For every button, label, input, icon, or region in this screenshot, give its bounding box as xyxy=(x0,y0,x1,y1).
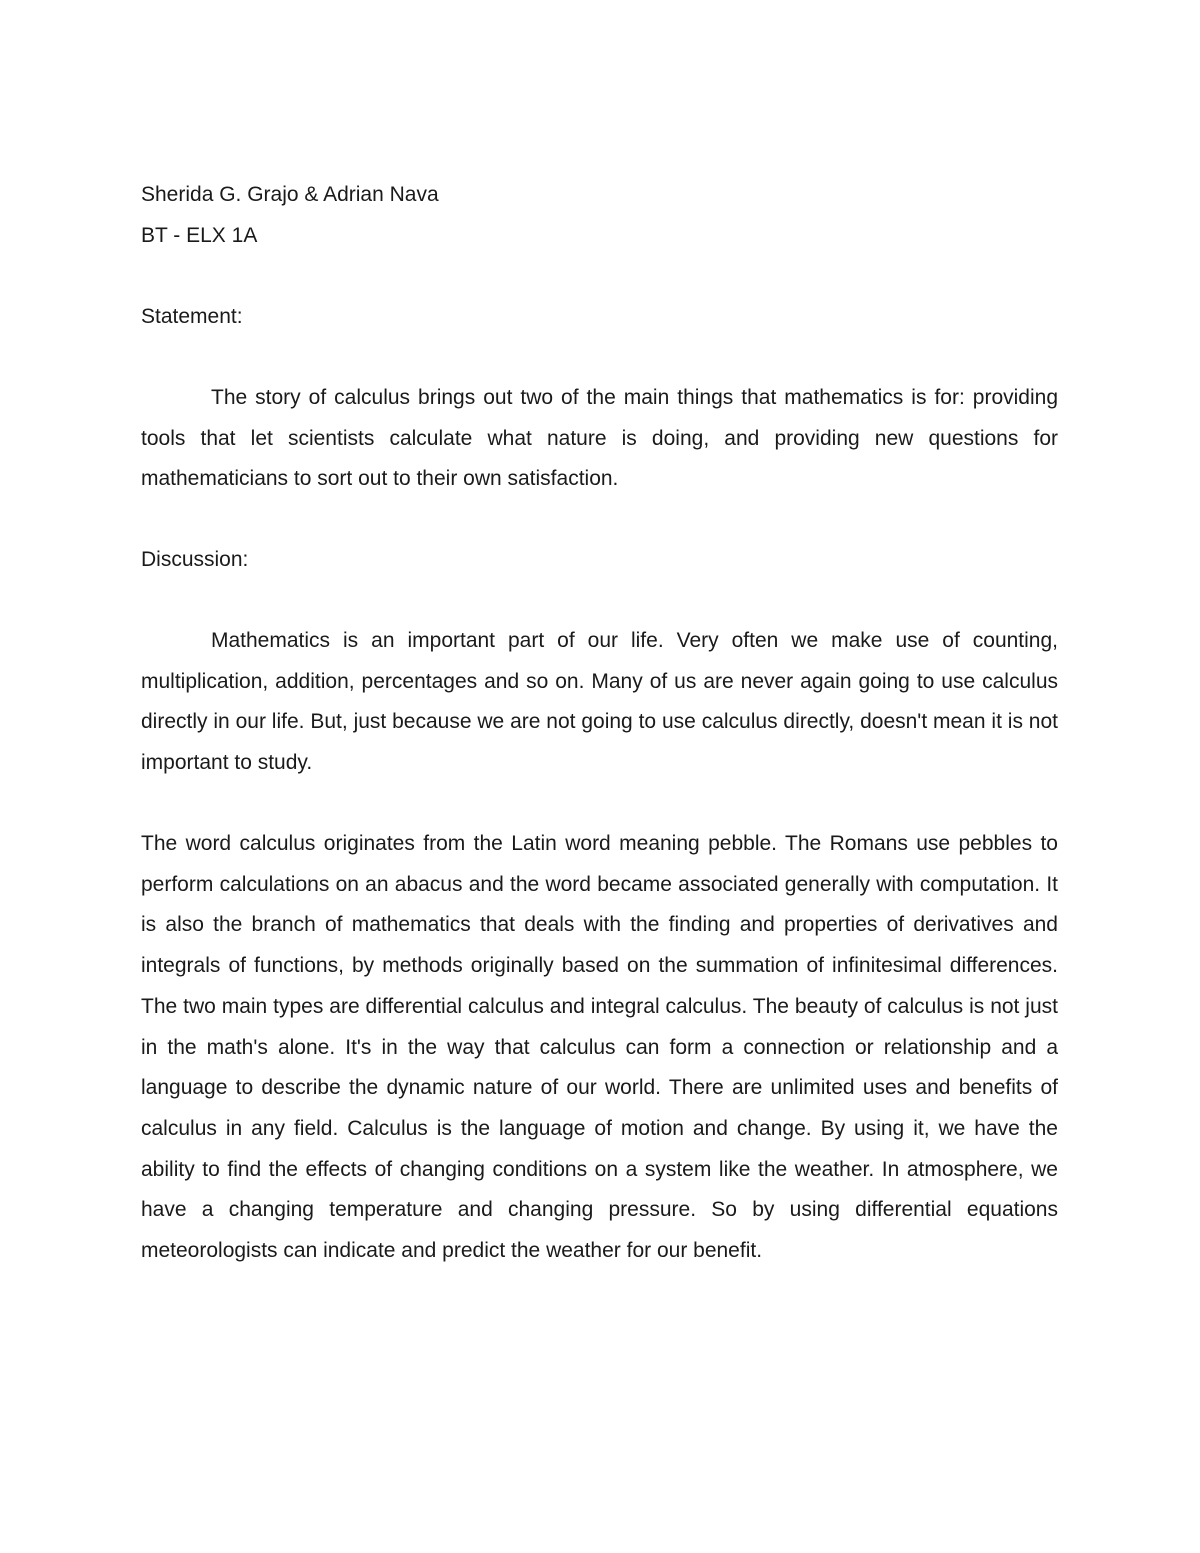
statement-paragraph: The story of calculus brings out two of the main things that mathematics is for: providing tools that let scientists calculate what nature is doing, and providing new questions for mathematicians to sort out to their own satisfaction. xyxy=(141,386,1058,491)
section-line: BT - ELX 1A xyxy=(141,224,258,247)
statement-heading: Statement: xyxy=(141,305,243,328)
discussion-paragraph-1: Mathematics is an important part of our life. Very often we make use of counting, multiplication, addition, percentages and so on. Many of us are never again going to use calculus directly in our life. But, just because we are not going to use calculus directly, doesn't mean it is not important to study. xyxy=(141,629,1058,775)
discussion-paragraph-2: The word calculus originates from the Latin word meaning pebble. The Romans use pebbles to perform calculations on an abacus and the word became associated generally with computation. It is also the branch of mathematics that deals with the finding and properties of derivatives and integrals of functions, by methods originally based on the summation of infinitesimal differences. The two main types are differential calculus and integral calculus. The beauty of calculus is not just in the math's alone. It's in the way that calculus can form a connection or relationship and a language to describe the dynamic nature of our world. There are unlimited uses and benefits of calculus in any field. Calculus is the language of motion and change. By using it, we have the ability to find the effects of changing conditions on a system like the weather. In atmosphere, we have a changing temperature and changing pressure. So by using differential equations meteorologists can indicate and predict the weather for our benefit. xyxy=(141,832,1058,1263)
discussion-heading: Discussion: xyxy=(141,548,249,571)
authors-line: Sherida G. Grajo & Adrian Nava xyxy=(141,183,439,206)
